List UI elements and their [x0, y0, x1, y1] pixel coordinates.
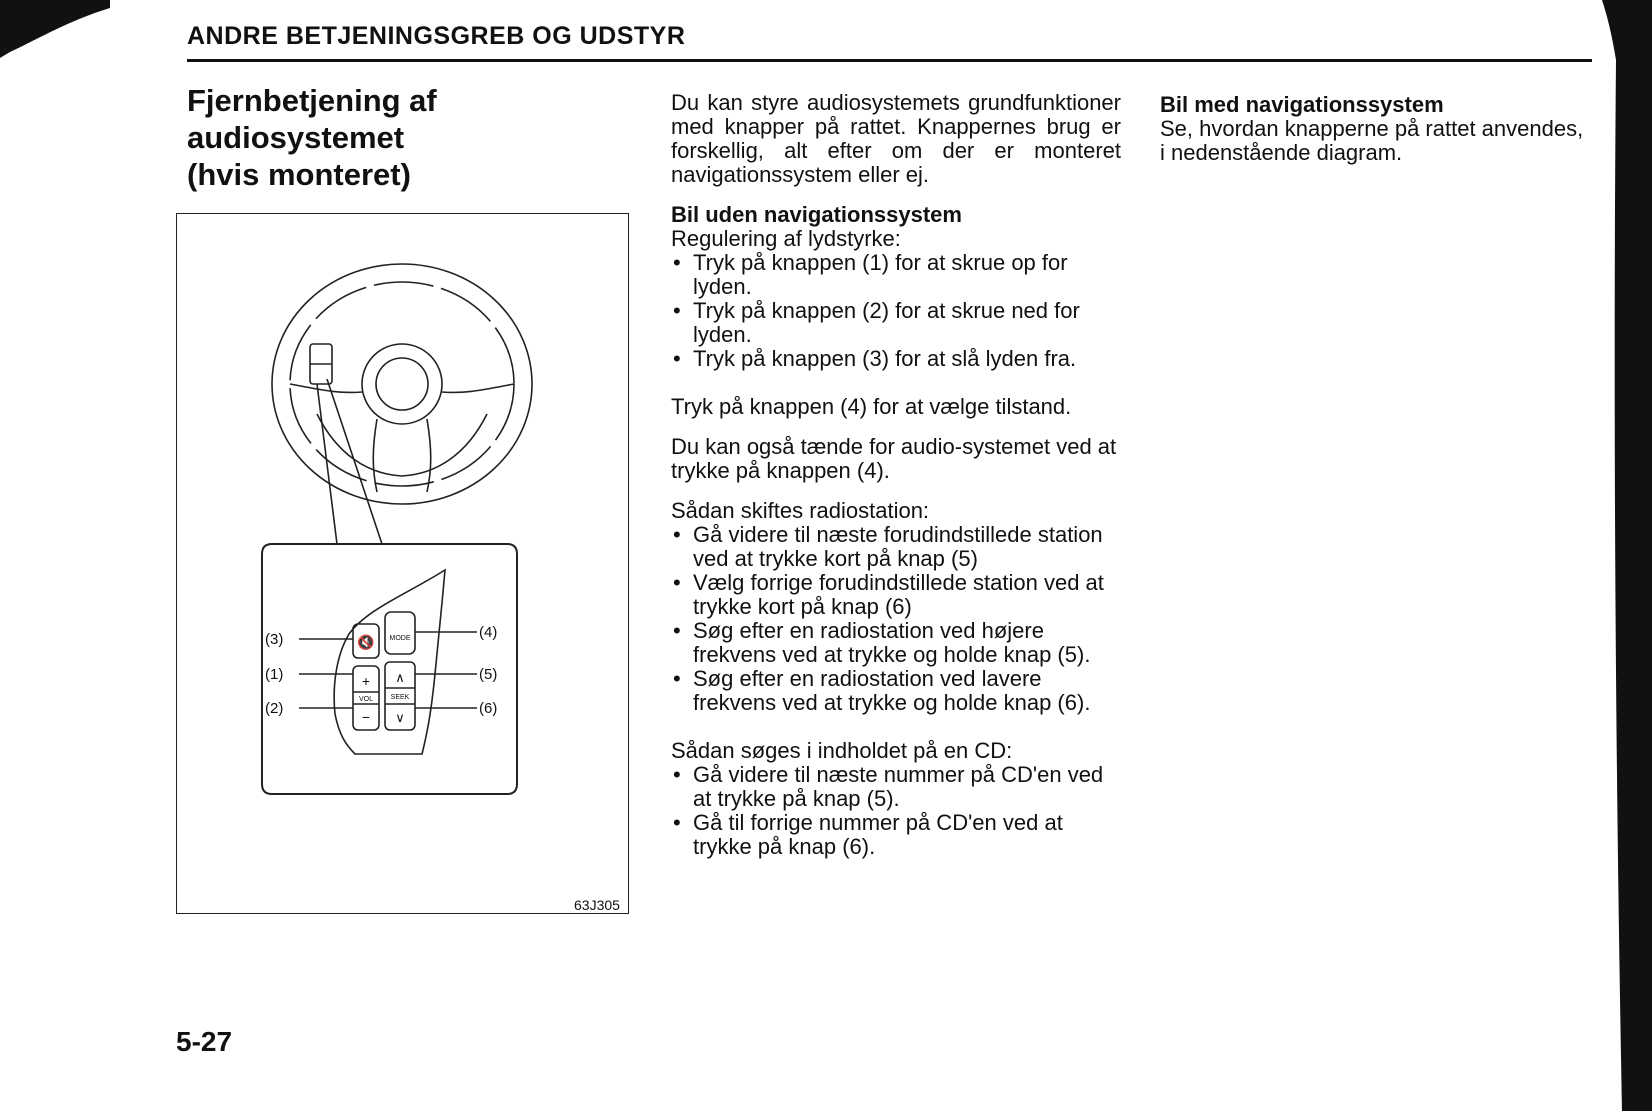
vol-plus-label: +	[361, 673, 371, 689]
radio-list	[671, 523, 1121, 715]
radio-intro: Sådan skiftes radiostation:	[671, 498, 930, 523]
cd-intro: Sådan søges i indholdet på en CD:	[671, 738, 1013, 763]
wheel-hub-inner	[376, 358, 428, 410]
figure-code: 63J305	[574, 897, 620, 913]
running-header: ANDRE BETJENINGSGREB OG UDSTYR	[187, 22, 686, 50]
section-title-line-3: (hvis monteret)	[187, 157, 411, 192]
page-number: 5-27	[176, 1026, 233, 1057]
vol-minus-label: −	[361, 709, 371, 725]
cd-list	[671, 763, 1121, 859]
section-title-line-2: audiosystemet	[187, 120, 405, 155]
callout-label-2: (2)	[265, 700, 284, 717]
mode-paragraph: Tryk på knappen (4) for at vælge tilstand.	[671, 394, 1072, 419]
mute-speaker-icon: 🔇	[357, 634, 375, 650]
list-item: • Gå videre til næste nummer på CD'en ved at trykke på knap (5).	[671, 763, 1121, 811]
steering-wheel-illustration	[177, 214, 630, 915]
list-item: • Gå videre til næste forudindstillede station ved at trykke kort på knap (5)	[671, 523, 1121, 571]
vol-button-label: VOL	[358, 696, 374, 703]
wheel-spoke-left	[290, 384, 362, 392]
wheel-spoke-bottom	[373, 419, 431, 492]
scan-edge-left	[0, 0, 110, 60]
mode-button-label: MODE	[389, 635, 411, 642]
seek-up-label: ∧	[395, 670, 405, 685]
zoom-leader	[317, 379, 382, 544]
callout-label-4: (4)	[479, 624, 498, 641]
column-main-text	[671, 91, 1121, 859]
list-item: • Tryk på knappen (2) for at skrue ned for lyden.	[671, 299, 1121, 347]
steering-wheel-figure	[176, 213, 629, 914]
list-item: • Gå til forrige nummer på CD'en ved at trykke på knap (6).	[671, 811, 1121, 859]
subhead-without-navigation: Bil uden navigationssystem	[671, 202, 962, 227]
callout-label-5: (5)	[479, 666, 498, 683]
intro-paragraph: Du kan styre audiosystemets grundfunktioner med knapper på rattet. Knappernes brug er forskellig, alt efter om der er monteret navigationssystem eller ej.	[671, 90, 1121, 187]
list-item: • Søg efter en radiostation ved lavere frekvens ved at trykke og holde knap (6).	[671, 667, 1121, 715]
list-item: • Tryk på knappen (1) for at skrue op for lyden.	[671, 251, 1121, 299]
list-item: • Tryk på knappen (3) for at slå lyden fra.	[671, 347, 1121, 371]
callout-label-1: (1)	[265, 666, 284, 683]
callout-label-6: (6)	[479, 700, 498, 717]
volume-intro: Regulering af lydstyrke:	[671, 226, 901, 251]
scan-edge-right	[1582, 0, 1652, 1111]
callout-label-3: (3)	[265, 631, 284, 648]
list-item: • Søg efter en radiostation ved højere frekvens ved at trykke og holde knap (5).	[671, 619, 1121, 667]
navigation-paragraph: Se, hvordan knapperne på rattet anvendes, i nedenstående diagram.	[1160, 116, 1584, 165]
section-title	[187, 82, 607, 193]
seek-down-label: ∨	[395, 710, 405, 725]
mode-button	[385, 612, 415, 654]
subhead-with-navigation: Bil med navigationssystem	[1160, 92, 1444, 117]
power-paragraph: Du kan også tænde for audio-systemet ved at trykke på knappen (4).	[671, 434, 1117, 483]
seek-button-label: SEEK	[390, 694, 410, 701]
column-navigation	[1160, 93, 1590, 165]
list-item: • Vælg forrige forudindstillede station ved at trykke kort på knap (6)	[671, 571, 1121, 619]
wheel-hub-outer	[362, 344, 442, 424]
wheel-spoke-right	[442, 384, 514, 392]
volume-list	[671, 251, 1121, 371]
section-title-line-1: Fjernbetjening af	[187, 83, 437, 118]
header-rule	[187, 59, 1592, 62]
